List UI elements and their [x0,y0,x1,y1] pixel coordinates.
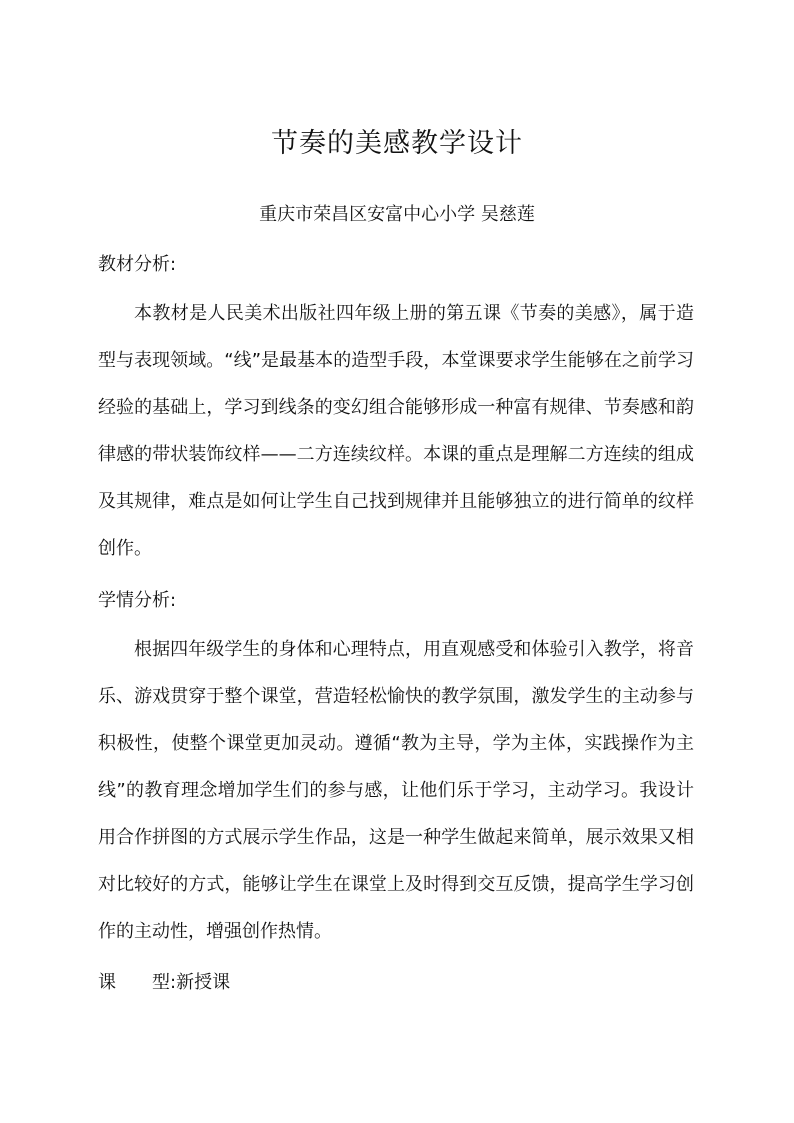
document-title: 节奏的美感教学设计 [271,128,523,159]
student-analysis-heading: 学情分析: [98,590,177,611]
lesson-type-label-second: 型: [152,972,177,993]
lesson-type-label-first: 课 [98,972,116,993]
lesson-type-line [98,967,230,999]
material-analysis-heading: 教材分析: [98,254,177,275]
student-analysis-paragraph: 根据四年级学生的身体和心理特点，用直观感受和体验引入教学，将音乐、游戏贯穿于整个课堂，营造轻松愉快的教学氛围，激发学生的主动参与积极性，使整个课堂更加灵动。遵循“教为主导，学为主体，实践操作为主线”的教育理念增加学生们的参与感，让他们乐于学习，主动学习。我设计用合作拼图的方式展示学生作品，这是一种学生做起来简单，展示效果又相对比较好的方式，能够让学生在课堂上及时得到交互反馈，提高学生学习创作的主动性，增强创作热情。 [98,639,694,942]
material-analysis-paragraph: 本教材是人民美术出版社四年级上册的第五课《节奏的美感》，属于造型与表现领域。“线”是最基本的造型手段，本堂课要求学生能够在之前学习经验的基础上，学习到线条的变幻组合能够形成一种富有规律、节奏感和韵律感的带状装饰纹样——二方连续纹样。本课的重点是理解二方连续的组成及其规律，难点是如何让学生自己找到规律并且能够独立的进行简单的纹样创作。 [98,303,694,559]
lesson-type-value: 新授课 [176,972,231,993]
author-line: 重庆市荣昌区安富中心小学 吴慈莲 [259,204,535,225]
